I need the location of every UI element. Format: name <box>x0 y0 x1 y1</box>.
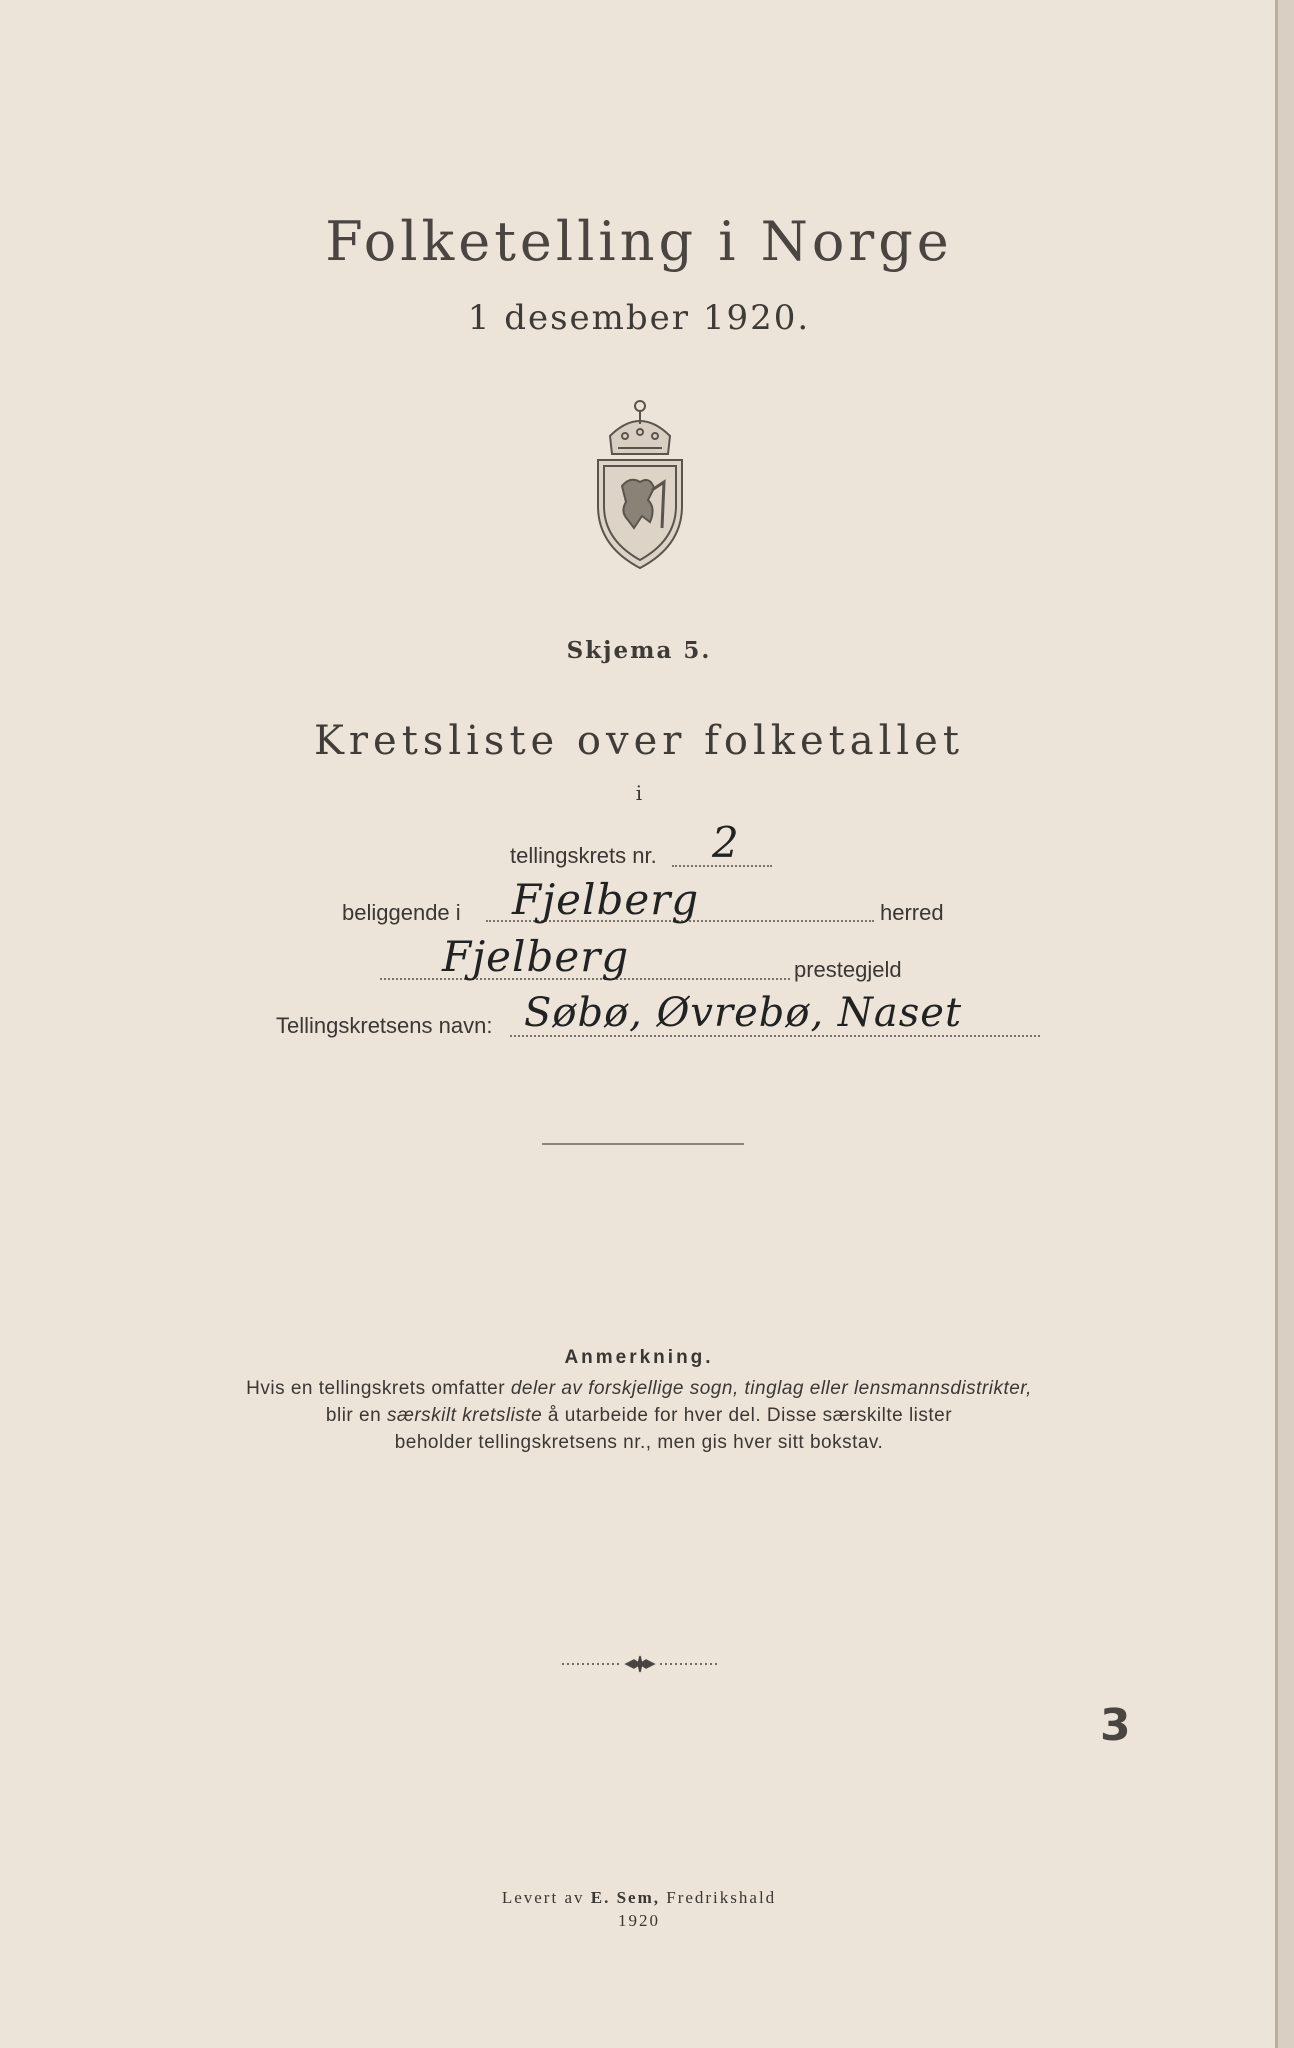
printer-credit <box>0 1888 1278 1908</box>
section-divider <box>542 1143 744 1145</box>
prestegjeld-label: prestegjeld <box>794 957 902 982</box>
anmerkning-line-3: beholder tellingskretsens nr., men gis hver sitt bokstav. <box>394 1432 884 1453</box>
anmerkning-emphasis: deler av forskjellige sogn, tinglag eller lensmannsdistrikter, <box>510 1378 1032 1399</box>
tellingskrets-value: 2 <box>712 818 740 867</box>
anmerkning-emphasis: særskilt kretsliste <box>386 1405 543 1426</box>
anmerkning-text: å utarbeide for hver del. Disse særskilte lister <box>542 1405 953 1426</box>
anmerkning-title: Anmerkning. <box>564 1347 714 1368</box>
form-heading: Kretsliste over folketallet <box>314 718 964 764</box>
anmerkning-text: Hvis en tellingskrets omfatter <box>246 1378 511 1399</box>
schema-number: Skjema 5. <box>566 637 712 664</box>
margin-number: 3 <box>1100 1700 1131 1751</box>
connector-text: i <box>635 781 643 805</box>
anmerkning-text: blir en <box>325 1405 387 1426</box>
document-title: Folketelling i Norge <box>325 210 953 273</box>
anmerkning-line-2 <box>0 1405 1278 1427</box>
prestegjeld-value: Fjelberg <box>442 932 630 981</box>
navn-value: Søbø, Øvrebø, Naset <box>524 990 963 1036</box>
beliggende-value: Fjelberg <box>512 875 700 924</box>
printer-name: E. Sem, <box>590 1888 660 1907</box>
anmerkning-line-1 <box>0 1378 1278 1400</box>
navn-label: Tellingskretsens navn: <box>276 1013 493 1038</box>
printer-city: Fredrikshald <box>659 1888 777 1907</box>
tellingskrets-label: tellingskrets nr. <box>510 843 657 868</box>
herred-label: herred <box>880 900 944 925</box>
coat-of-arms-icon <box>590 396 690 571</box>
beliggende-label: beliggende i <box>342 900 461 925</box>
document-date: 1 desember 1920. <box>467 298 811 338</box>
printer-prefix: Levert av <box>501 1888 591 1907</box>
printer-year: 1920 <box>618 1911 660 1930</box>
ornament-divider-icon <box>560 1652 720 1676</box>
